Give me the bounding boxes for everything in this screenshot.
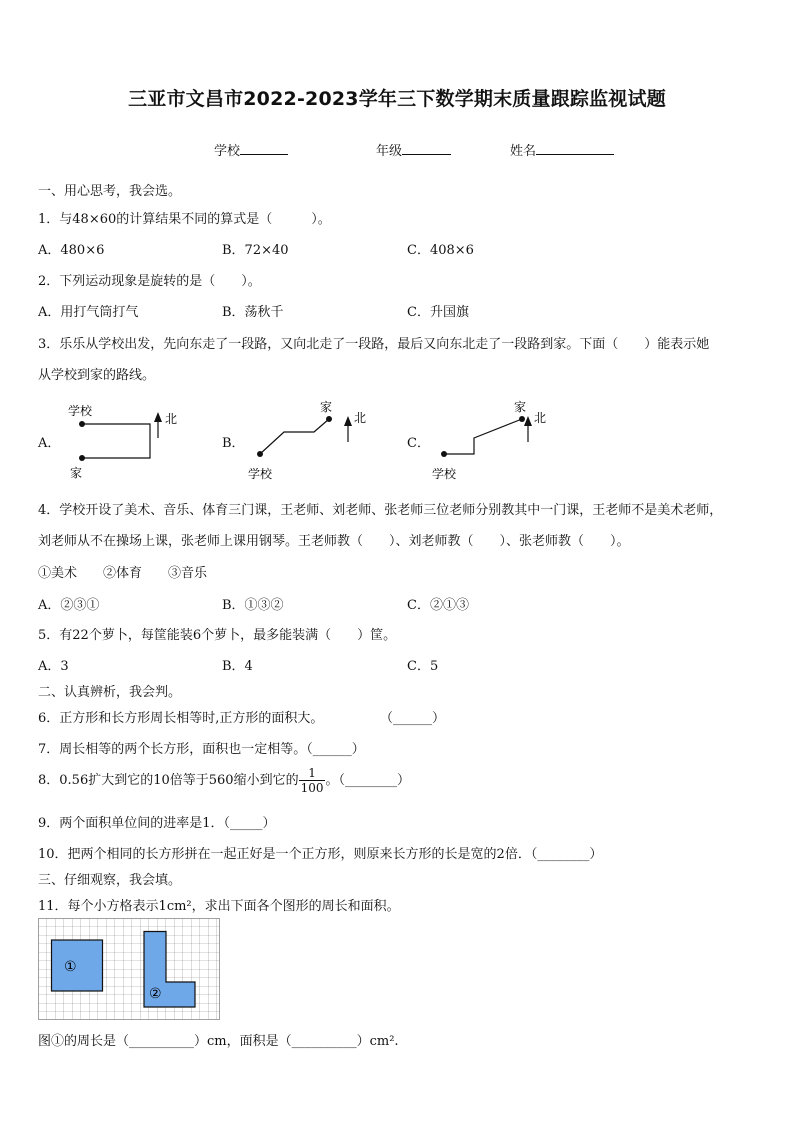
- q8-text: 8．0.56扩大到它的10倍等于560缩小到它的: [38, 773, 299, 788]
- q11-answer-line[interactable]: 图①的周长是（__________）cm，面积是（__________）cm².: [38, 1034, 399, 1049]
- grade-blank[interactable]: [402, 141, 451, 155]
- q7-stem: 7．周长相等的两个长方形，面积也一定相等。（______）: [38, 742, 365, 757]
- school-label-c: 学校: [432, 467, 457, 481]
- q3-option-a[interactable]: A．: [38, 436, 61, 451]
- q8-fraction: [299, 766, 326, 795]
- q3-stem-line2: 从学校到家的路线。: [38, 368, 156, 383]
- q2-option-b[interactable]: B．荡秋千: [222, 305, 284, 320]
- q3-diagram-c: [424, 396, 554, 486]
- q11-stem: 11．每个小方格表示1cm²，求出下面各个图形的周长和面积。: [38, 899, 400, 914]
- q10-stem: 10．把两个相同的长方形拼在一起正好是一个正方形，则原来长方形的长是宽的2倍．（________）: [38, 847, 603, 862]
- q8-denominator: 100: [300, 781, 324, 795]
- q2-option-c[interactable]: C．升国旗: [407, 305, 469, 320]
- q3-option-b[interactable]: B．: [222, 436, 245, 451]
- q6-stem: 6．正方形和长方形周长相等时,正方形的面积大。: [38, 711, 324, 726]
- q6-answer-blank[interactable]: （______）: [380, 711, 446, 726]
- school-blank[interactable]: [240, 141, 288, 155]
- q2-option-a[interactable]: A．用打气筒打气: [38, 305, 139, 320]
- q4-option-c[interactable]: C．②①③: [407, 598, 469, 613]
- figure-1-label: ①: [64, 959, 77, 975]
- grade-label: 年级: [376, 144, 403, 159]
- home-label-a: 家: [70, 466, 83, 480]
- q1-option-a[interactable]: A．480×6: [38, 243, 105, 258]
- q2-stem: 2．下列运动现象是旋转的是（ ）。: [38, 274, 261, 289]
- north-label-c: 北: [534, 411, 547, 425]
- home-label-b: 家: [320, 400, 333, 414]
- name-label: 姓名: [510, 144, 537, 159]
- section-1-heading: 一、用心思考，我会选。: [38, 184, 182, 199]
- q8-answer-blank[interactable]: 。（________）: [325, 773, 410, 788]
- q8-stem: [38, 766, 410, 795]
- section-2-heading: 二、认真辨析，我会判。: [38, 685, 182, 700]
- q4-option-a[interactable]: A．②③①: [38, 598, 100, 613]
- q5-option-c[interactable]: C．5: [407, 659, 439, 674]
- q3-diagram-b: [240, 396, 370, 486]
- q8-numerator: 1: [299, 766, 326, 781]
- section-3-heading: 三、仔细观察，我会填。: [38, 873, 182, 888]
- school-field[interactable]: [214, 140, 288, 159]
- north-label-b: 北: [354, 411, 367, 425]
- figure-1-square: [52, 940, 103, 991]
- q3-stem-line1: 3．乐乐从学校出发，先向东走了一段路，又向北走了一段路，最后又向东北走了一段路到家。下面（ ）能表示她: [38, 337, 710, 352]
- home-label-c: 家: [514, 400, 527, 414]
- q3-option-c[interactable]: C．: [407, 436, 430, 451]
- page-title: 三亚市文昌市2022-2023学年三下数学期末质量跟踪监视试题: [128, 88, 666, 110]
- figure-2-label: ②: [149, 986, 162, 1002]
- school-label: 学校: [214, 144, 241, 159]
- q9-stem: 9．两个面积单位间的进率是1．（_____）: [38, 816, 276, 831]
- q1-option-b[interactable]: B．72×40: [222, 243, 289, 258]
- name-field[interactable]: [510, 140, 614, 159]
- q1-option-c[interactable]: C．408×6: [407, 243, 474, 258]
- q4-subjects: ①美术 ②体育 ③音乐: [38, 566, 208, 581]
- q4-stem-line2: 刘老师从不在操场上课，张老师上课用钢琴。王老师教（ ）、刘老师教（ ）、张老师教（ ）。: [38, 534, 630, 549]
- grade-field[interactable]: [376, 140, 451, 159]
- q5-option-b[interactable]: B．4: [222, 659, 253, 674]
- school-label-a: 学校: [68, 404, 93, 418]
- q3-diagram-a: [62, 398, 192, 482]
- name-blank[interactable]: [536, 141, 614, 155]
- q4-stem-line1: 4．学校开设了美术、音乐、体育三门课，王老师、刘老师、张老师三位老师分别教其中一门课，王老师不是美术老师，: [38, 503, 723, 518]
- north-label-a: 北: [165, 412, 178, 426]
- q4-option-b[interactable]: B．①③②: [222, 598, 284, 613]
- q5-option-a[interactable]: A．3: [38, 659, 69, 674]
- school-label-b: 学校: [248, 467, 273, 481]
- q1-stem: 1．与48×60的计算结果不同的算式是（ ）。: [38, 212, 331, 227]
- q11-grid-figure: [38, 918, 222, 1022]
- q5-stem: 5．有22个萝卜，每筐能装6个萝卜，最多能装满（ ）筐。: [38, 628, 397, 643]
